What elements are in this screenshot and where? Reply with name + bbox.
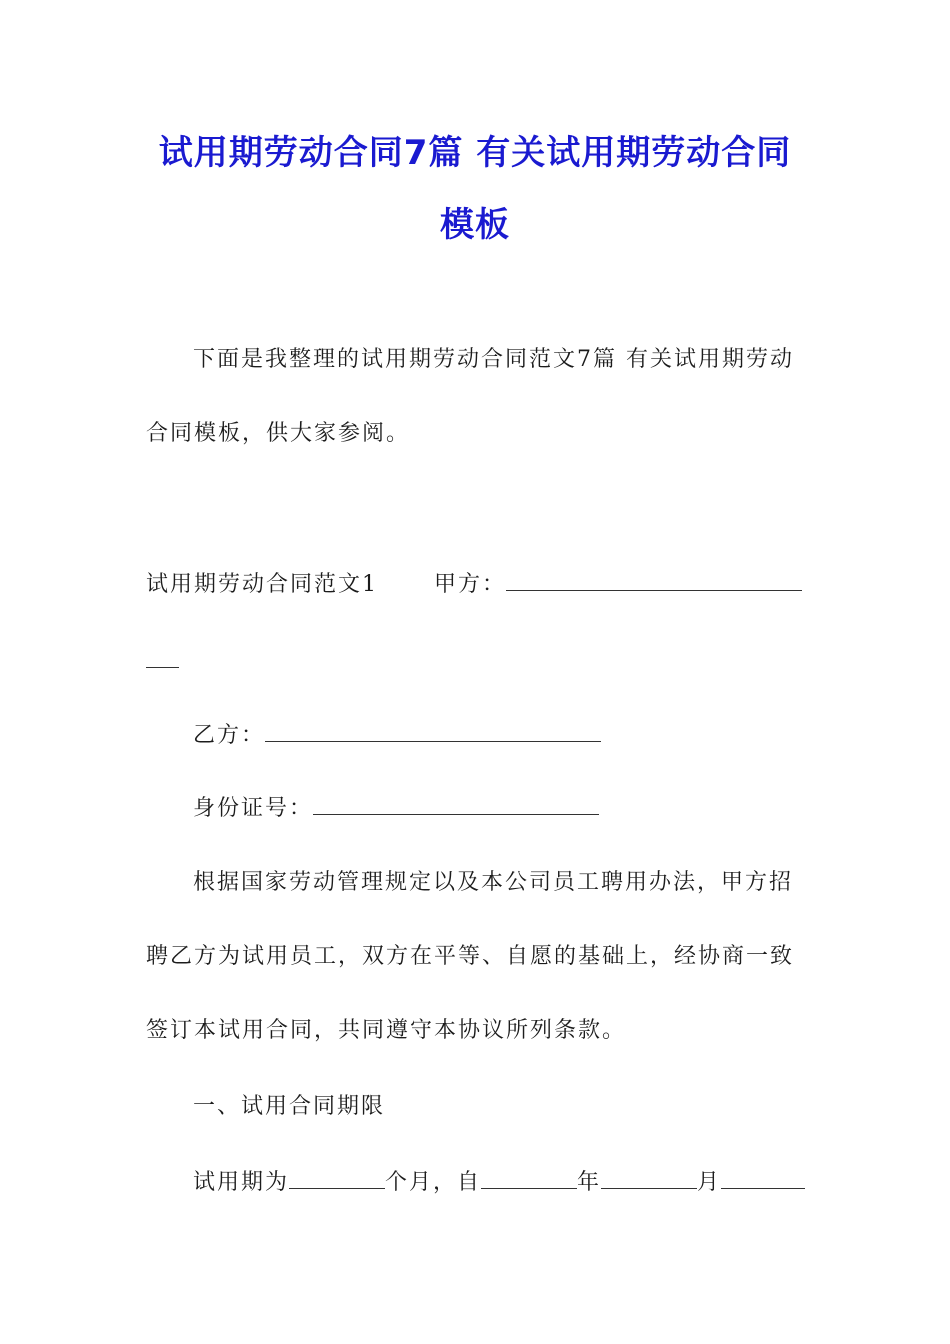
id-number-blank [313, 792, 599, 815]
term-prefix: 试用期为 [193, 1170, 290, 1195]
intro-line-1: 下面是我整理的试用期劳动合同范文7篇 有关试用期劳动 [193, 347, 794, 372]
paragraph-1-line-3: 签订本试用合同，共同遵守本协议所列条款。 [146, 1018, 627, 1043]
party-a-blank-continuation [146, 667, 179, 668]
party-b-blank [265, 719, 601, 742]
section-heading: 试用期劳动合同范文1 [146, 572, 378, 597]
term-day-blank [721, 1166, 805, 1189]
term-month2-text: 月 [697, 1170, 722, 1195]
id-number-label: 身份证号： [193, 796, 314, 821]
term-year-blank [481, 1166, 577, 1189]
document-title-line-2: 模板 [440, 205, 510, 245]
intro-line-2: 合同模板，供大家参阅。 [146, 421, 411, 446]
term-month-text: 个月，自 [385, 1170, 482, 1195]
clause-1-heading: 一、试用合同期限 [193, 1094, 386, 1119]
term-months-blank [289, 1166, 385, 1189]
term-row [193, 1166, 805, 1198]
paragraph-1-line-1: 根据国家劳动管理规定以及本公司员工聘用办法，甲方招 [193, 870, 794, 895]
term-year-text: 年 [577, 1170, 602, 1195]
term-month-blank [601, 1166, 697, 1189]
document-title-line-1: 试用期劳动合同7篇 有关试用期劳动合同 [158, 133, 792, 173]
party-b-row [193, 719, 601, 751]
party-a-blank [506, 568, 802, 591]
party-b-label: 乙方： [193, 723, 266, 748]
party-a-label: 甲方： [434, 572, 507, 597]
party-a-row [146, 568, 802, 600]
id-number-row [193, 792, 599, 824]
paragraph-1-line-2: 聘乙方为试用员工，双方在平等、自愿的基础上，经协商一致 [146, 944, 795, 969]
